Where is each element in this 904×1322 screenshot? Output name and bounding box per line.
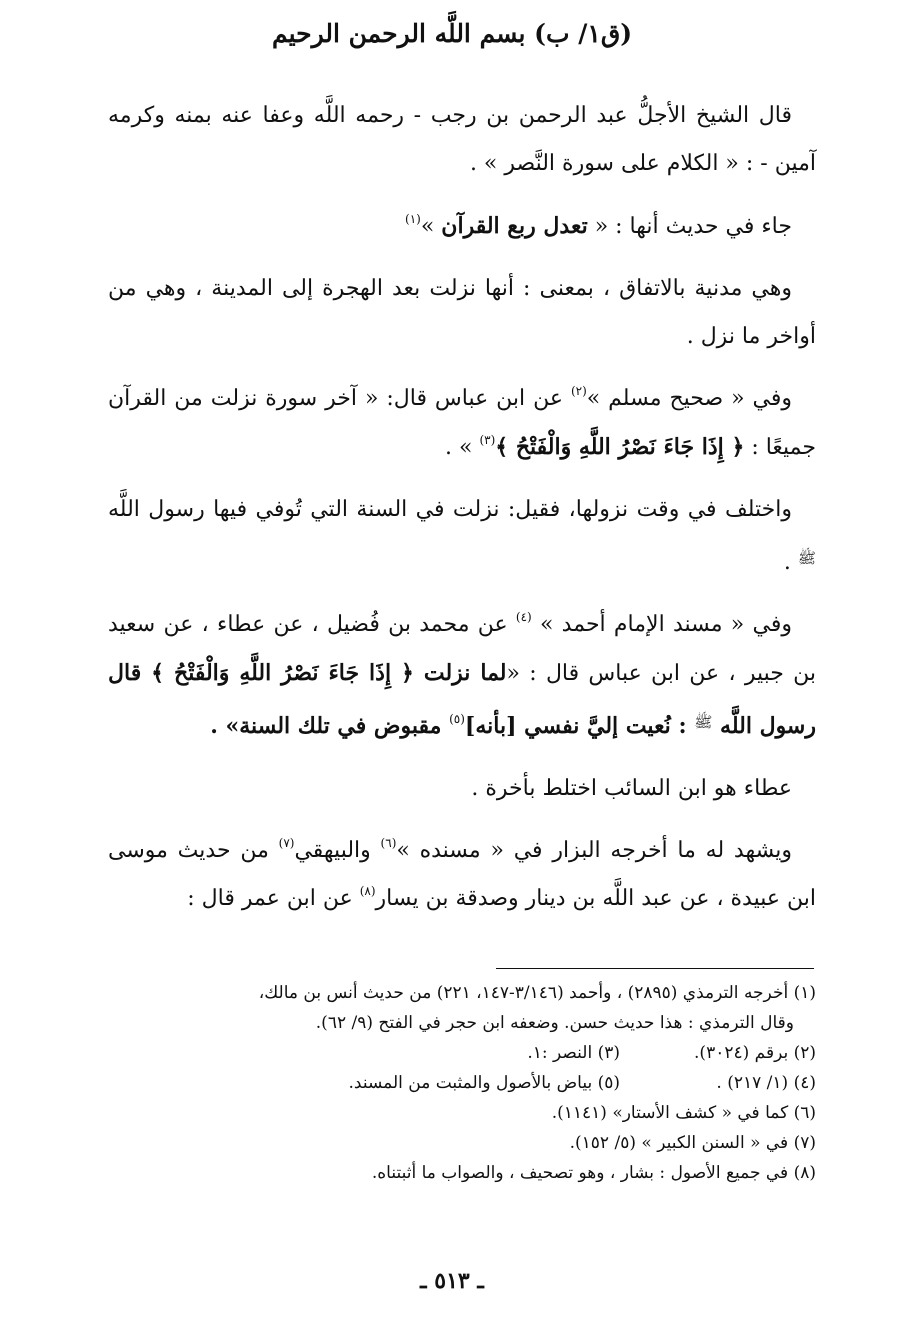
text-run: . bbox=[783, 550, 798, 575]
text-run: عن ابن عمر قال : bbox=[187, 886, 360, 911]
footnote-7: (٧) في « السنن الكبير » (٥/ ١٥٢). bbox=[569, 1133, 816, 1153]
paragraph-ata: عطاء هو ابن السائب اختلط بأخرة . bbox=[471, 776, 792, 801]
footnote-4: (٤) (١/ ٢١٧) . bbox=[716, 1073, 816, 1093]
footnote-ref: (٣) bbox=[479, 433, 496, 447]
salawat-symbol: ﷺ bbox=[694, 713, 713, 731]
text-run: » . bbox=[210, 713, 240, 739]
text-run: عن ابن عباس قال: « آخر سورة نزلت من القرآن جميعًا : bbox=[108, 386, 816, 460]
footnote-ref: (٦) bbox=[380, 836, 397, 850]
text-run: وفي « مسند الإمام أحمد » bbox=[531, 612, 792, 637]
footnote-ref: (٥) bbox=[449, 712, 465, 726]
text-run: من حديث موسى ابن عبيدة ، عن عبد اللَّه بن دينار وصدقة بن يسار bbox=[108, 838, 816, 911]
paragraph-intro: قال الشيخ الأجلُّ عبد الرحمن بن رجب - رحمه اللَّه وعفا عنه بمنه وكرمه آمين - : « الكلام على سورة النَّصر » . bbox=[108, 103, 816, 176]
footnotes bbox=[100, 978, 816, 1188]
text-run: واختلف في وقت نزولها، فقيل: نزلت في السنة التي تُوفي فيها رسول اللَّه bbox=[108, 497, 792, 522]
footnote-row bbox=[100, 1068, 816, 1098]
paragraph-hadith-quarter bbox=[108, 202, 816, 251]
text-run: » bbox=[420, 214, 442, 239]
main-text bbox=[108, 92, 816, 937]
text-run: » . bbox=[445, 435, 480, 460]
paragraph-madani: وهي مدنية بالاتفاق ، بمعنى : أنها نزلت بعد الهجرة إلى المدينة ، وهي من أواخر ما نزل . bbox=[108, 276, 816, 349]
text-run: عن محمد بن فُضيل ، عن عطاء ، عن سعيد بن جبير ، عن ابن عباس قال : « bbox=[108, 612, 816, 686]
paragraph-time-of-revelation bbox=[108, 486, 816, 587]
quran-verse: ﴿ إِذَا جَاءَ نَصْرُ اللَّهِ وَالْفَتْحُ ﴾ bbox=[495, 434, 745, 460]
bold-quote: مقبوض في تلك السنة bbox=[239, 713, 450, 739]
footnote-ref: (٤) bbox=[515, 610, 532, 624]
footnote-ref: (٧) bbox=[278, 836, 295, 850]
page-number: ـ ٥١٣ ـ bbox=[420, 1268, 484, 1294]
text-run: والبيهقي bbox=[294, 838, 381, 863]
footnote-separator bbox=[496, 968, 814, 969]
page-header: (ق١/ ب) بسم اللَّه الرحمن الرحيم bbox=[271, 19, 633, 48]
text-run: وفي « صحيح مسلم » bbox=[586, 386, 792, 411]
text-run: جاء في حديث أنها : « bbox=[587, 214, 792, 239]
footnote-8: (٨) في جميع الأصول : بشار ، وهو تصحيف ، والصواب ما أثبتناه. bbox=[371, 1163, 816, 1183]
paragraph-sahih-muslim bbox=[108, 375, 816, 472]
footnote-1: (١) أخرجه الترمذي (٢٨٩٥) ، وأحمد (٣/١٤٦-١٤٧، ٢٢١) من حديث أنس بن مالك، bbox=[258, 983, 816, 1003]
footnote-6: (٦) كما في « كشف الأستار» (١١٤١). bbox=[551, 1103, 816, 1123]
footnote-2: (٢) برقم (٣٠٢٤). bbox=[694, 1043, 816, 1063]
bold-quote: تعدل ربع القرآن bbox=[441, 213, 588, 239]
footnote-ref: (٢) bbox=[570, 384, 587, 398]
paragraph-musnad-ahmad bbox=[108, 601, 816, 751]
footnote-ref: (١) bbox=[405, 212, 421, 226]
footnote-ref: (٨) bbox=[359, 884, 376, 898]
bold-quote: لما نزلت ﴿ إِذَا جَاءَ نَصْرُ اللَّهِ وَالْفَتْحُ ﴾ قال رسول اللَّه bbox=[108, 660, 816, 739]
text-run: ويشهد له ما أخرجه البزار في « مسنده » bbox=[396, 838, 792, 863]
footnote-row bbox=[100, 1038, 816, 1068]
bold-quote: : نُعيت إليَّ نفسي [بأنه] bbox=[464, 713, 695, 739]
paragraph-bazzar bbox=[108, 827, 816, 923]
salawat-symbol: ﷺ bbox=[797, 549, 816, 567]
footnote-3: (٣) النصر :١. bbox=[527, 1043, 620, 1063]
footnote-1-continued: وقال الترمذي : هذا حديث حسن. وضعفه ابن حجر في الفتح (٩/ ٦٢). bbox=[315, 1013, 794, 1033]
footnote-5: (٥) بياض بالأصول والمثبت من المسند. bbox=[348, 1073, 620, 1093]
